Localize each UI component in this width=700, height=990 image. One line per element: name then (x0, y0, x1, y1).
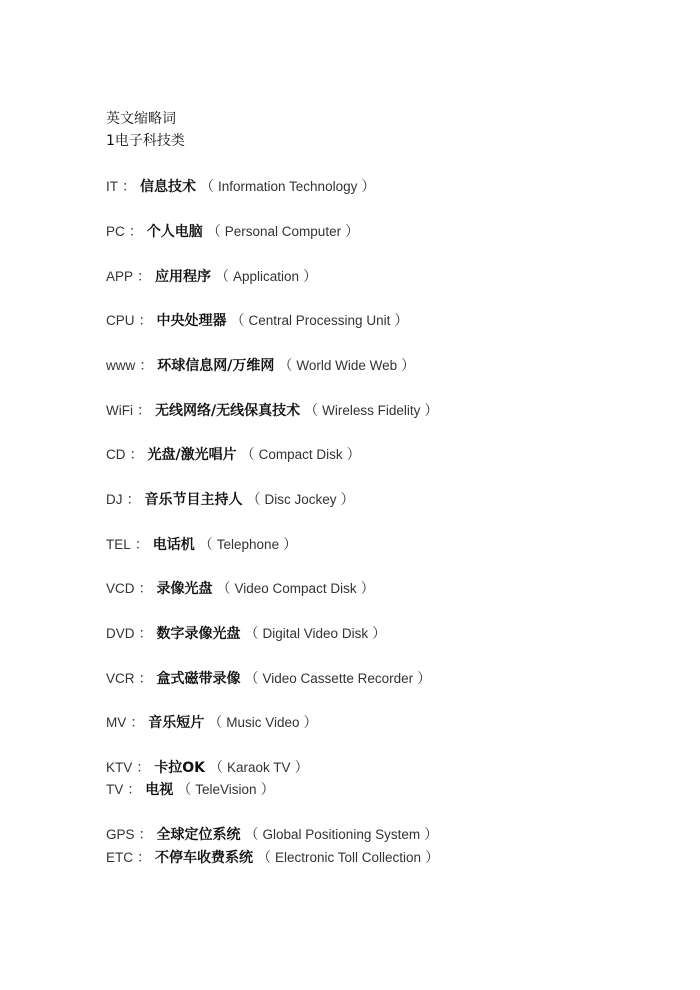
english-full-name: Central Processing Unit (248, 313, 391, 328)
open-paren: （ (244, 670, 259, 686)
close-paren: ） (303, 714, 318, 730)
abbreviation-entry (106, 311, 412, 330)
colon: ： (136, 759, 151, 775)
english-full-name: Disc Jockey (264, 492, 337, 507)
abbreviation: DVD (106, 626, 135, 641)
abbreviation: GPS (106, 827, 135, 842)
colon: ： (138, 580, 153, 596)
colon: ： (122, 178, 136, 194)
open-paren: （ (209, 759, 224, 775)
english-full-name: Karaok TV (227, 760, 291, 775)
close-paren: ） (394, 312, 409, 328)
open-paren: （ (215, 268, 230, 284)
close-paren: ） (417, 670, 432, 686)
abbreviation: TEL (106, 537, 131, 552)
abbreviation: ETC (106, 850, 133, 865)
abbreviation: DJ (106, 492, 123, 507)
chinese-meaning: 应用程序 (155, 269, 212, 285)
abbreviation-entry (106, 579, 379, 598)
colon: ： (134, 536, 149, 552)
close-paren: ） (346, 446, 361, 462)
open-paren: （ (198, 536, 213, 552)
chinese-meaning: 录像光盘 (156, 581, 213, 597)
close-paren: ） (424, 402, 439, 418)
colon: ： (137, 402, 151, 418)
chinese-meaning: 数字录像光盘 (156, 626, 241, 642)
english-full-name: TeleVision (195, 782, 257, 797)
english-full-name: World Wide Web (296, 358, 398, 373)
close-paren: ） (345, 223, 360, 239)
close-paren: ） (340, 491, 355, 507)
english-full-name: Personal Computer (224, 224, 342, 239)
abbreviation-entry (106, 401, 442, 420)
colon: ： (138, 312, 153, 328)
chinese-meaning: 卡拉OK (154, 760, 206, 776)
english-full-name: Music Video (226, 715, 300, 730)
colon: ： (138, 625, 153, 641)
close-paren: ） (425, 849, 440, 865)
english-full-name: Video Compact Disk (234, 581, 357, 596)
close-paren: ） (372, 625, 387, 641)
abbreviation-entry (106, 780, 279, 799)
colon: ： (126, 491, 141, 507)
english-full-name: Global Positioning System (262, 827, 421, 842)
chinese-meaning: 中央处理器 (156, 313, 227, 329)
colon: ： (137, 849, 151, 865)
abbreviation: VCD (106, 581, 135, 596)
open-paren: （ (304, 402, 319, 418)
colon: ： (127, 781, 142, 797)
close-paren: ） (260, 781, 275, 797)
abbreviation-entry (106, 758, 313, 777)
abbreviation: CPU (106, 313, 135, 328)
chinese-meaning: 不停车收费系统 (155, 850, 253, 866)
abbreviation-entry (106, 267, 321, 286)
open-paren: （ (240, 446, 255, 462)
chinese-meaning: 环球信息网/万维网 (157, 358, 275, 374)
english-full-name: Compact Disk (258, 447, 343, 462)
abbreviation-entry (106, 624, 390, 643)
section-heading: 1电子科技类 (106, 133, 185, 149)
abbreviation: WiFi (106, 403, 133, 418)
open-paren: （ (216, 580, 231, 596)
chinese-meaning: 音乐短片 (148, 715, 205, 731)
open-paren: （ (200, 178, 214, 194)
open-paren: （ (177, 781, 192, 797)
chinese-meaning: 个人电脑 (146, 224, 203, 240)
abbreviation-entry (106, 222, 363, 241)
colon: ： (138, 826, 153, 842)
english-full-name: Digital Video Disk (262, 626, 369, 641)
open-paren: （ (244, 625, 259, 641)
chinese-meaning: 全球定位系统 (156, 827, 241, 843)
chinese-meaning: 光盘/激光唱片 (147, 447, 237, 463)
abbreviation-entry (106, 490, 359, 509)
colon: ： (128, 223, 143, 239)
chinese-meaning: 信息技术 (140, 179, 196, 195)
close-paren: ） (283, 536, 298, 552)
open-paren: （ (244, 826, 259, 842)
open-paren: （ (230, 312, 245, 328)
english-full-name: Telephone (216, 537, 280, 552)
close-paren: ） (360, 580, 375, 596)
close-paren: ） (303, 268, 318, 284)
english-full-name: Wireless Fidelity (322, 403, 421, 418)
colon: ： (139, 357, 154, 373)
english-full-name: Electronic Toll Collection (275, 850, 422, 865)
english-full-name: Information Technology (218, 179, 358, 194)
open-paren: （ (246, 491, 261, 507)
open-paren: （ (257, 849, 271, 865)
english-full-name: Application (233, 269, 300, 284)
abbreviation: TV (106, 782, 124, 797)
chinese-meaning: 无线网络/无线保真技术 (155, 403, 301, 419)
chinese-meaning: 电视 (145, 782, 174, 798)
abbreviation: VCR (106, 671, 135, 686)
chinese-meaning: 电话机 (152, 537, 195, 553)
open-paren: （ (206, 223, 221, 239)
close-paren: ） (401, 357, 416, 373)
abbreviation: IT (106, 179, 118, 194)
chinese-meaning: 盒式磁带录像 (156, 671, 241, 687)
colon: ： (137, 268, 152, 284)
abbreviation-entry (106, 356, 419, 375)
open-paren: （ (208, 714, 223, 730)
colon: ： (130, 714, 145, 730)
close-paren: ） (294, 759, 309, 775)
abbreviation-entry (106, 848, 443, 867)
document-title: 英文缩略词 (106, 111, 176, 127)
abbreviation: www (106, 358, 136, 373)
abbreviation-entry (106, 713, 322, 732)
abbreviation: CD (106, 447, 126, 462)
abbreviation: PC (106, 224, 125, 239)
abbreviation-entry (106, 177, 379, 196)
abbreviation-entry (106, 445, 365, 464)
chinese-meaning: 音乐节目主持人 (144, 492, 243, 508)
open-paren: （ (278, 357, 293, 373)
colon: ： (138, 670, 153, 686)
abbreviation-entry (106, 535, 301, 554)
english-full-name: Video Cassette Recorder (262, 671, 414, 686)
abbreviation-entry (106, 825, 442, 844)
abbreviation-entry (106, 669, 435, 688)
colon: ： (129, 446, 144, 462)
close-paren: ） (424, 826, 439, 842)
abbreviation: APP (106, 269, 134, 284)
close-paren: ） (361, 178, 376, 194)
abbreviation: KTV (106, 760, 133, 775)
abbreviation: MV (106, 715, 127, 730)
